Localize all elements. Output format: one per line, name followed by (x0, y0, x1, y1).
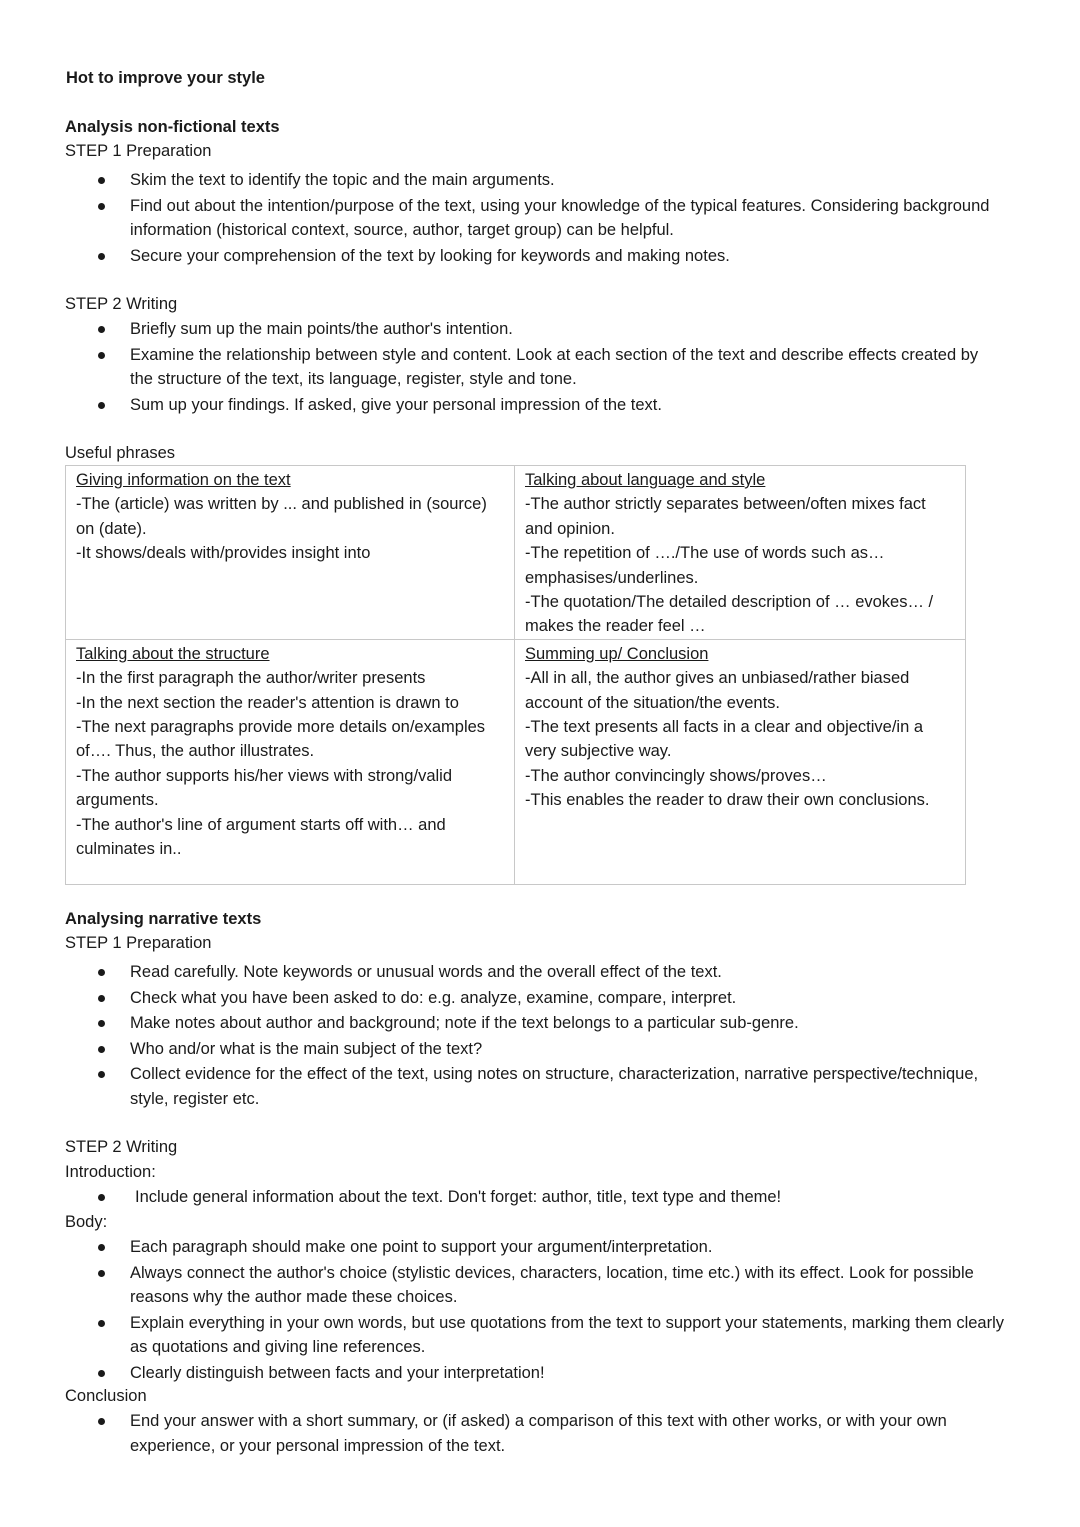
cell-heading: Summing up/ Conclusion (525, 644, 709, 663)
nonfiction-heading: Analysis non-fictional texts (65, 118, 280, 136)
cell-line: -The repetition of …./The use of words such as… emphasises/underlines. (525, 544, 885, 587)
bullet-icon (98, 1418, 105, 1425)
bullet-icon (98, 1020, 105, 1027)
bullet-icon (98, 203, 105, 210)
cell-line: -This enables the reader to draw their own conclusions. (525, 791, 930, 810)
table-cell-conclusion (515, 639, 966, 884)
body-list (65, 1235, 1025, 1386)
cell-line: -The next paragraphs provide more details on/examples of…. Thus, the author illustrates. (76, 718, 486, 761)
conclusion-list (65, 1409, 1025, 1459)
list-item: Find out about the intention/purpose of the text, using your knowledge of the typical features. Considering background information (historical context, source, author, target group) can be helpful. (65, 194, 1000, 243)
conclusion-label: Conclusion (65, 1387, 147, 1405)
list-item: Always connect the author's choice (stylistic devices, characters, location, time etc.) with its effect. Look for possible reasons why the author made these choices. (65, 1261, 1025, 1310)
bullet-icon (98, 352, 105, 359)
list-item: Sum up your findings. If asked, give your personal impression of the text. (65, 393, 1000, 418)
narrative-step1-list (65, 960, 1000, 1112)
list-item: End your answer with a short summary, or (if asked) a comparison of this text with other works, or with your own experience, or your personal impression of the text. (65, 1409, 1025, 1458)
list-item: Skim the text to identify the topic and the main arguments. (65, 168, 1000, 193)
bullet-icon (98, 402, 105, 409)
table-cell-language-style (515, 466, 966, 640)
cell-line: -The text presents all facts in a clear and objective/in a very subjective way. (525, 718, 924, 761)
cell-line: -All in all, the author gives an unbiased/rather biased account of the situation/the events. (525, 669, 910, 712)
bullet-icon (98, 1046, 105, 1053)
bullet-icon (98, 1244, 105, 1251)
cell-line: -In the next section the reader's attention is drawn to (76, 693, 459, 712)
list-item: Briefly sum up the main points/the author's intention. (65, 317, 1000, 342)
table-cell-structure (66, 639, 515, 884)
bullet-icon (98, 1370, 105, 1377)
bullet-icon (98, 969, 105, 976)
bullet-icon (98, 1194, 105, 1201)
list-item: Secure your comprehension of the text by looking for keywords and making notes. (65, 244, 1000, 269)
list-item: Examine the relationship between style and content. Look at each section of the text and describe effects created by the structure of the text, its language, register, style and tone. (65, 343, 1000, 392)
list-item: Include general information about the text. Don't forget: author, title, text type and theme! (70, 1185, 1005, 1210)
cell-line: -The author supports his/her views with strong/valid arguments. (76, 766, 453, 810)
useful-phrases-label: Useful phrases (65, 444, 176, 462)
list-item: Check what you have been asked to do: e.g. analyze, examine, compare, interpret. (65, 986, 1000, 1011)
body-label: Body: (65, 1213, 108, 1231)
cell-line: -The author strictly separates between/often mixes fact and opinion. (525, 495, 926, 538)
table-row (66, 639, 966, 884)
narrative-step1-label: STEP 1 Preparation (65, 934, 212, 952)
list-item: Clearly distinguish between facts and your interpretation! (65, 1361, 1025, 1386)
cell-line: -In the first paragraph the author/writer presents (76, 669, 426, 688)
narrative-step2-label: STEP 2 Writing (65, 1138, 178, 1156)
nonfiction-step2-list (65, 317, 1000, 418)
nonfiction-step2-label: STEP 2 Writing (65, 295, 178, 313)
cell-line: -The author's line of argument starts off with… and culminates in.. (76, 815, 446, 859)
list-item: Read carefully. Note keywords or unusual words and the overall effect of the text. (65, 960, 1000, 985)
bullet-icon (98, 1320, 105, 1327)
narrative-heading: Analysing narrative texts (65, 910, 262, 928)
cell-line: -It shows/deals with/provides insight into (76, 544, 371, 563)
table-cell-giving-information (66, 466, 515, 640)
cell-line: -The author convincingly shows/proves… (525, 766, 827, 785)
list-item: Collect evidence for the effect of the text, using notes on structure, characterization, narrative perspective/technique, style, register etc. (65, 1062, 1000, 1111)
introduction-label: Introduction: (65, 1163, 156, 1181)
introduction-list (70, 1185, 1005, 1211)
cell-line: -The quotation/The detailed description of … evokes… / makes the reader feel … (525, 593, 934, 636)
list-item: Each paragraph should make one point to support your argument/interpretation. (65, 1235, 1025, 1260)
cell-line: -The (article) was written by ... and published in (source) on (date). (76, 495, 487, 538)
cell-heading: Talking about language and style (525, 471, 766, 489)
page-title: Hot to improve your style (66, 69, 265, 87)
list-item: Explain everything in your own words, but use quotations from the text to support your statements, marking them clearly as quotations and giving line references. (65, 1311, 1025, 1360)
table-row (66, 466, 966, 640)
bullet-icon (98, 995, 105, 1002)
nonfiction-step1-list (65, 168, 1000, 269)
list-item: Make notes about author and background; note if the text belongs to a particular sub-genre. (65, 1011, 1000, 1036)
bullet-icon (98, 177, 105, 184)
cell-heading: Giving information on the text (76, 471, 291, 489)
nonfiction-step1-label: STEP 1 Preparation (65, 142, 212, 160)
bullet-icon (98, 253, 105, 260)
list-item: Who and/or what is the main subject of the text? (65, 1037, 1000, 1062)
cell-heading: Talking about the structure (76, 644, 270, 663)
bullet-icon (98, 326, 105, 333)
bullet-icon (98, 1270, 105, 1277)
bullet-icon (98, 1071, 105, 1078)
useful-phrases-table (65, 465, 966, 885)
